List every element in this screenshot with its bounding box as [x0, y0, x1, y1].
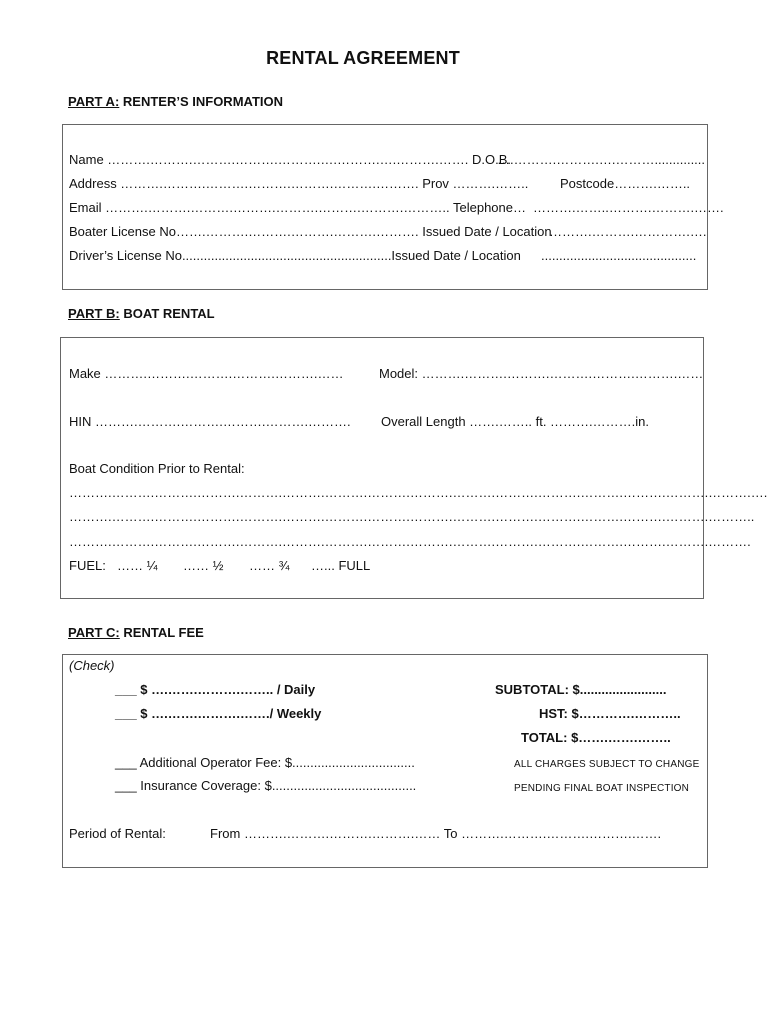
fuel-quarter-option[interactable]: …… ¼: [117, 558, 158, 573]
renter-info-box: [62, 124, 724, 290]
fuel-full-option[interactable]: …... FULL: [311, 558, 371, 573]
insurance-coverage-field[interactable]: ___ Insurance Coverage: $........................................: [115, 778, 417, 793]
part-b-heading: [68, 306, 215, 321]
overall-length-field[interactable]: Overall Length …….…….. ft. ……….……….in.: [381, 414, 650, 429]
address-prov-field[interactable]: Address ……….……….……….……….……….……….………. Prov ……….……..: [69, 176, 529, 191]
part-b-label: PART B:: [68, 306, 120, 321]
period-of-rental-label: Period of Rental:: [69, 826, 166, 841]
email-telephone-field[interactable]: Email ……….……….……….……….……….……….……….……….. Telephone…: [69, 200, 526, 215]
rental-fee-box: [62, 654, 708, 868]
hin-field[interactable]: HIN ……….……….……….……….……….……….: [69, 414, 351, 429]
model-field[interactable]: Model: ……….……….……….……….……….……….……: [379, 366, 704, 381]
document-title: RENTAL AGREEMENT: [266, 48, 460, 68]
part-a-heading: [68, 94, 283, 109]
condition-line-1[interactable]: ……….……….……….……….……….……….……….……….……….……….……….……….……….……….……….……….….: [69, 485, 768, 500]
check-label: (Check): [69, 658, 115, 673]
part-c-label: PART C:: [68, 625, 120, 640]
make-field[interactable]: Make ……….……….……….……….……….……: [69, 366, 344, 381]
telephone-input-line[interactable]: ……….……..……….……….…….: [533, 200, 724, 215]
condition-line-3[interactable]: ……….……….……….……….……….……….……….……….……….……….……….……….……….……….……….……….: [69, 534, 751, 549]
daily-rate-field[interactable]: ___ $ ….…….……….…….. / Daily: [115, 682, 316, 697]
boat-rental-box: [60, 337, 768, 599]
fuel-three-quarter-option[interactable]: …… ¾: [249, 558, 290, 573]
boat-condition-label: Boat Condition Prior to Rental:: [69, 461, 245, 476]
drivers-issued-location-line[interactable]: ...........................................: [541, 248, 697, 263]
weekly-rate-field[interactable]: ___ $ ….…….……….……./ Weekly: [115, 706, 322, 721]
boater-license-field[interactable]: Boater License No…….……….……….……….……….………. Issued Date / Location: [69, 224, 552, 239]
dob-input-line[interactable]: ….……….……….….………..............: [497, 152, 706, 167]
total-field[interactable]: TOTAL: $…….…….……..: [521, 730, 671, 745]
name-dob-field[interactable]: Name ……….……….……….……….……….….……….….……….……. D.O.B.: [69, 152, 512, 167]
rental-period-from-to-field[interactable]: From ……….……….……….……….…… To ……….……….……….……….…….: [210, 826, 662, 841]
fuel-label: FUEL:: [69, 558, 106, 573]
postcode-field[interactable]: Postcode……….……..: [560, 176, 691, 191]
charges-notice-line-2: PENDING FINAL BOAT INSPECTION: [514, 783, 690, 794]
part-a-title: RENTER’S INFORMATION: [122, 94, 283, 109]
part-c-title: RENTAL FEE: [123, 625, 204, 640]
drivers-license-field[interactable]: Driver’s License No..........................................................Issued Date / Location: [69, 248, 521, 263]
hst-field[interactable]: HST: $………….………..: [539, 706, 681, 721]
fuel-half-option[interactable]: …… ½: [183, 558, 224, 573]
charges-notice-line-1: ALL CHARGES SUBJECT TO CHANGE: [514, 759, 700, 770]
part-a-label: PART A:: [68, 94, 120, 109]
subtotal-field[interactable]: SUBTOTAL: $........................: [495, 682, 667, 697]
part-c-heading: [68, 625, 204, 640]
part-b-title: BOAT RENTAL: [123, 306, 215, 321]
additional-operator-fee-field[interactable]: ___ Additional Operator Fee: $..................................: [115, 755, 415, 770]
boater-issued-location-line[interactable]: ……….……….………….….: [549, 224, 707, 239]
condition-line-2[interactable]: ……….……….……….……….……….……….……….……….……….……….……….……….……….……….……….………..: [69, 509, 755, 524]
